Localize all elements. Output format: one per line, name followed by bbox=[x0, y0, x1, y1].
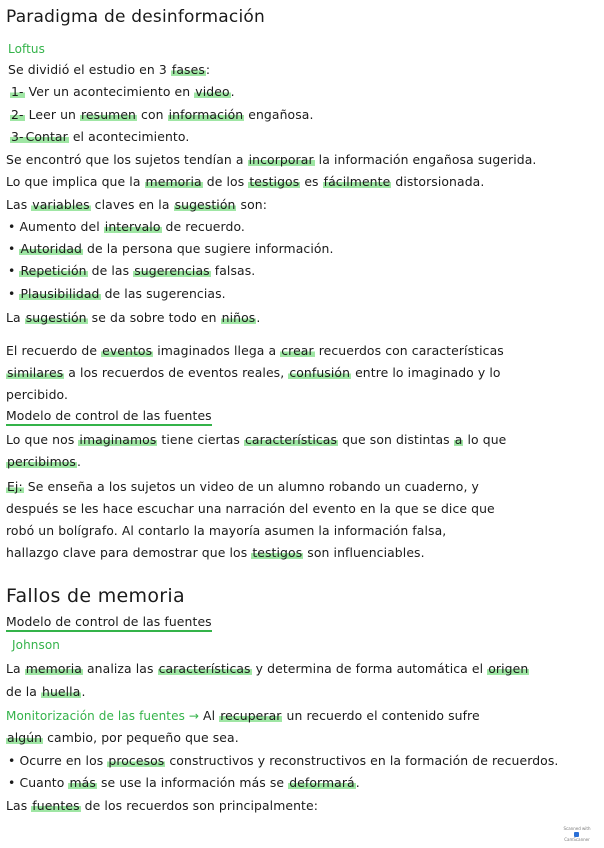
text-line: percibido. bbox=[6, 387, 69, 402]
bullet-item: • Ocurre en los procesos constructivos y reconstructivos en la formación de recuerdos. bbox=[8, 753, 559, 768]
text-line: Lo que implica que la memoria de los testigos es fácilmente distorsionada. bbox=[6, 174, 485, 189]
numbered-item: 1- Ver un acontecimiento en video. bbox=[11, 84, 235, 99]
scanner-badge bbox=[562, 826, 592, 842]
section-title: Paradigma de desinformación bbox=[6, 7, 265, 27]
bullet-item: • Autoridad de la persona que sugiere información. bbox=[8, 241, 334, 256]
bullet-item: • Cuanto más se use la información más se deformará. bbox=[8, 775, 360, 790]
example-label: Ej: bbox=[7, 479, 23, 494]
text-line: Las fuentes de los recuerdos son principalmente: bbox=[6, 798, 319, 813]
bullet-item: • Repetición de las sugerencias falsas. bbox=[8, 263, 256, 278]
text-line: después se les hace escuchar una narración del evento en la que se dice que bbox=[6, 501, 495, 516]
section-heading: Modelo de control de las fuentes bbox=[6, 613, 212, 631]
section-title: Fallos de memoria bbox=[6, 585, 185, 607]
text-line: de la huella. bbox=[6, 684, 86, 699]
numbered-item: 3- Contar el acontecimiento. bbox=[11, 129, 190, 144]
text-line: Se encontró que los sujetos tendían a incorporar la información engañosa sugerida. bbox=[6, 152, 537, 167]
author-label: Loftus bbox=[8, 42, 45, 56]
text-line: Las variables claves en la sugestión son: bbox=[6, 197, 267, 212]
badge-line: Scanned with bbox=[563, 826, 591, 831]
text-line: robó un bolígrafo. Al contarlo la mayoría asumen la información falsa, bbox=[6, 523, 447, 538]
text-line: Monitorización de las fuentes → Al recuperar un recuerdo el contenido sufre bbox=[6, 708, 480, 723]
text-line: Ej: Se enseña a los sujetos un video de un alumno robando un cuaderno, y bbox=[7, 479, 479, 494]
monitorization-label: Monitorización de las fuentes → bbox=[6, 709, 199, 723]
numbered-item: 2- Leer un resumen con información engañosa. bbox=[11, 107, 314, 122]
text-line: percibimos. bbox=[7, 454, 82, 469]
text-line: El recuerdo de eventos imaginados llega a crear recuerdos con características bbox=[6, 343, 504, 358]
section-heading: Modelo de control de las fuentes bbox=[6, 407, 212, 425]
text-line: hallazgo clave para demostrar que los testigos son influenciables. bbox=[6, 545, 425, 560]
text-line: La sugestión se da sobre todo en niños. bbox=[6, 310, 261, 325]
bullet-item: • Aumento del intervalo de recuerdo. bbox=[8, 219, 245, 234]
text-line: similares a los recuerdos de eventos reales, confusión entre lo imaginado y lo bbox=[7, 365, 501, 380]
text-line: Se dividió el estudio en 3 fases: bbox=[8, 62, 211, 77]
author-label: Johnson bbox=[12, 638, 60, 652]
bullet-item: • Plausibilidad de las sugerencias. bbox=[8, 286, 226, 301]
badge-line: CamScanner bbox=[564, 836, 590, 842]
text-line: La memoria analiza las características y determina de forma automática el origen bbox=[6, 661, 529, 676]
text-line: Lo que nos imaginamos tiene ciertas características que son distintas a lo que bbox=[6, 432, 507, 447]
text-line: algún cambio, por pequeño que sea. bbox=[7, 730, 239, 745]
